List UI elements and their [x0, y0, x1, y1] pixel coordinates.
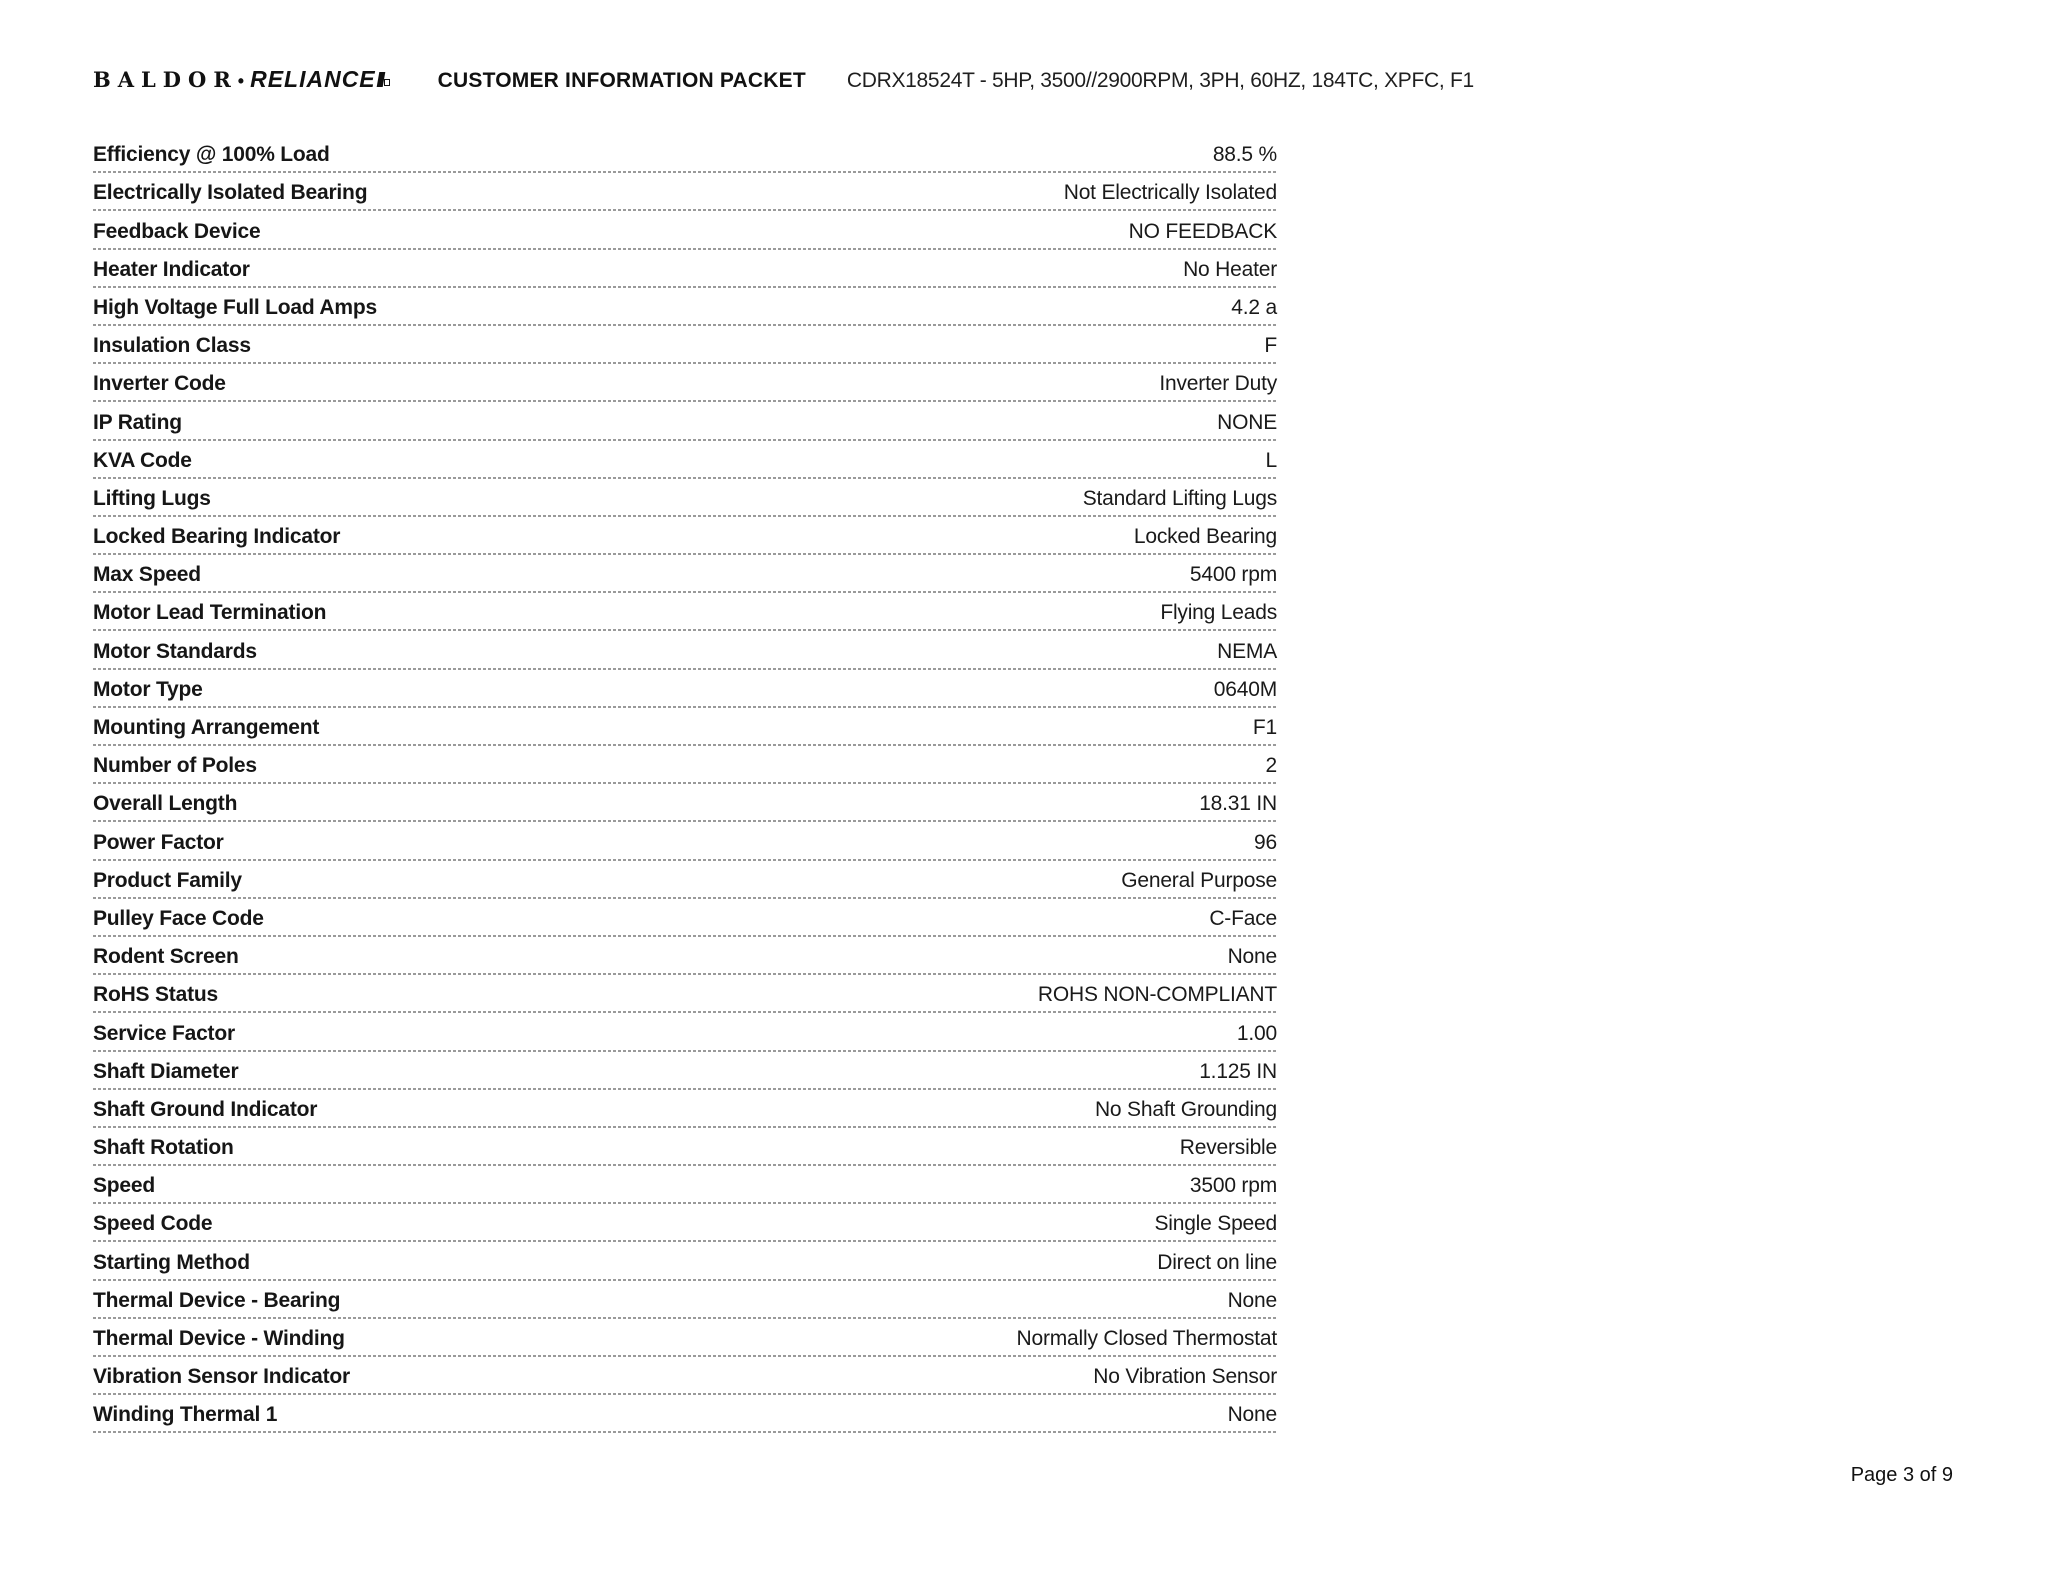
- spec-row: [93, 441, 1277, 479]
- spec-value: None: [1227, 945, 1277, 969]
- spec-value: 3500 rpm: [1189, 1174, 1277, 1198]
- logo-reliance-text: RELIANCE: [250, 66, 376, 92]
- spec-label: Rodent Screen: [93, 945, 239, 969]
- spec-row: [93, 135, 1277, 173]
- spec-row: [93, 555, 1277, 593]
- row-separator: [93, 1431, 1277, 1433]
- reliance-registered-mark-icon: [378, 72, 390, 87]
- spec-value: None: [1227, 1403, 1277, 1427]
- spec-row: [93, 593, 1277, 631]
- spec-row: [93, 1357, 1277, 1395]
- spec-label: Starting Method: [93, 1250, 250, 1274]
- spec-value: F: [1264, 334, 1277, 358]
- spec-table: [93, 135, 1277, 1433]
- spec-row: [93, 937, 1277, 975]
- spec-value: ROHS NON-COMPLIANT: [1037, 983, 1277, 1007]
- spec-row: [93, 975, 1277, 1013]
- spec-row: [93, 861, 1277, 899]
- spec-label: Power Factor: [93, 830, 224, 854]
- spec-label: Shaft Rotation: [93, 1136, 234, 1160]
- page-header: [93, 66, 1955, 93]
- spec-row: [93, 288, 1277, 326]
- packet-title: CUSTOMER INFORMATION PACKET: [437, 69, 806, 92]
- spec-row: [93, 1395, 1277, 1433]
- spec-label: Inverter Code: [93, 372, 226, 396]
- spec-value: 88.5 %: [1212, 143, 1277, 167]
- spec-row: [93, 899, 1277, 937]
- spec-row: [93, 250, 1277, 288]
- spec-label: Service Factor: [93, 1021, 235, 1045]
- spec-value: 4.2 a: [1231, 295, 1277, 319]
- spec-value: 2: [1265, 754, 1277, 778]
- spec-label: Winding Thermal 1: [93, 1403, 278, 1427]
- spec-row: [93, 1013, 1277, 1051]
- spec-label: Locked Bearing Indicator: [93, 525, 341, 549]
- spec-row: [93, 1052, 1277, 1090]
- spec-value: Single Speed: [1154, 1212, 1277, 1236]
- spec-label: Heater Indicator: [93, 257, 250, 281]
- spec-row: [93, 670, 1277, 708]
- spec-label: Number of Poles: [93, 754, 257, 778]
- spec-label: Speed Code: [93, 1212, 213, 1236]
- spec-label: Motor Type: [93, 677, 203, 701]
- spec-row: [93, 1242, 1277, 1280]
- spec-label: Max Speed: [93, 563, 201, 587]
- spec-row: [93, 631, 1277, 669]
- spec-value: Flying Leads: [1160, 601, 1277, 625]
- spec-label: Feedback Device: [93, 219, 261, 243]
- spec-label: Pulley Face Code: [93, 906, 264, 930]
- spec-label: IP Rating: [93, 410, 182, 434]
- spec-value: 5400 rpm: [1189, 563, 1277, 587]
- spec-value: C-Face: [1209, 906, 1277, 930]
- spec-value: 1.125 IN: [1199, 1059, 1277, 1083]
- spec-label: Shaft Ground Indicator: [93, 1097, 318, 1121]
- spec-label: Vibration Sensor Indicator: [93, 1365, 350, 1389]
- spec-label: Overall Length: [93, 792, 238, 816]
- spec-row: [93, 517, 1277, 555]
- spec-row: [93, 211, 1277, 249]
- logo-baldor-text: BALDOR: [93, 67, 238, 92]
- spec-label: Efficiency @ 100% Load: [93, 143, 330, 167]
- spec-row: [93, 746, 1277, 784]
- spec-label: Lifting Lugs: [93, 486, 211, 510]
- spec-label: Shaft Diameter: [93, 1059, 239, 1083]
- spec-value: No Heater: [1183, 257, 1277, 281]
- spec-value: NEMA: [1217, 639, 1277, 663]
- spec-row: [93, 173, 1277, 211]
- spec-label: Motor Standards: [93, 639, 257, 663]
- spec-row: [93, 1281, 1277, 1319]
- spec-value: Locked Bearing: [1133, 525, 1277, 549]
- product-code: CDRX18524T - 5HP, 3500//2900RPM, 3PH, 60HZ, 184TC, XPFC, F1: [846, 69, 1474, 92]
- spec-row: [93, 1319, 1277, 1357]
- spec-value: General Purpose: [1121, 868, 1277, 892]
- spec-label: High Voltage Full Load Amps: [93, 295, 377, 319]
- spec-label: Thermal Device - Bearing: [93, 1288, 341, 1312]
- spec-row: [93, 364, 1277, 402]
- spec-row: [93, 326, 1277, 364]
- spec-value: None: [1227, 1288, 1277, 1312]
- spec-label: Mounting Arrangement: [93, 716, 320, 739]
- spec-value: 96: [1254, 830, 1277, 854]
- spec-row: [93, 822, 1277, 860]
- spec-label: Product Family: [93, 868, 242, 892]
- spec-row: [93, 402, 1277, 440]
- spec-value: Not Electrically Isolated: [1063, 181, 1277, 205]
- spec-value: Reversible: [1179, 1136, 1277, 1160]
- spec-row: [93, 479, 1277, 517]
- spec-row: [93, 1128, 1277, 1166]
- spec-value: No Vibration Sensor: [1093, 1365, 1277, 1389]
- spec-value: No Shaft Grounding: [1094, 1097, 1277, 1121]
- spec-value: 0640M: [1213, 677, 1277, 701]
- spec-value: Direct on line: [1157, 1250, 1277, 1274]
- spec-label: Speed: [93, 1174, 156, 1198]
- spec-value: NO FEEDBACK: [1128, 219, 1277, 243]
- spec-value: 18.31 IN: [1199, 792, 1277, 816]
- spec-label: KVA Code: [93, 448, 192, 472]
- spec-value: Inverter Duty: [1159, 372, 1277, 396]
- spec-label: Thermal Device - Winding: [93, 1327, 345, 1350]
- spec-value: Standard Lifting Lugs: [1082, 486, 1277, 510]
- spec-value: NONE: [1217, 410, 1277, 434]
- spec-label: Electrically Isolated Bearing: [93, 181, 368, 205]
- spec-value: Normally Closed Thermostat: [1016, 1327, 1277, 1350]
- spec-row: [93, 1166, 1277, 1204]
- spec-value: 1.00: [1236, 1021, 1277, 1045]
- spec-value: F1: [1252, 716, 1277, 739]
- spec-label: RoHS Status: [93, 983, 218, 1007]
- spec-label: Insulation Class: [93, 334, 251, 358]
- spec-row: [93, 1204, 1277, 1242]
- logo-dot-separator: •: [237, 71, 245, 91]
- spec-row: [93, 708, 1277, 746]
- spec-row: [93, 784, 1277, 822]
- page-number: Page 3 of 9: [1850, 1464, 1953, 1486]
- spec-value: L: [1265, 448, 1277, 472]
- spec-row: [93, 1090, 1277, 1128]
- spec-label: Motor Lead Termination: [93, 601, 327, 625]
- baldor-reliance-logo: [93, 66, 390, 93]
